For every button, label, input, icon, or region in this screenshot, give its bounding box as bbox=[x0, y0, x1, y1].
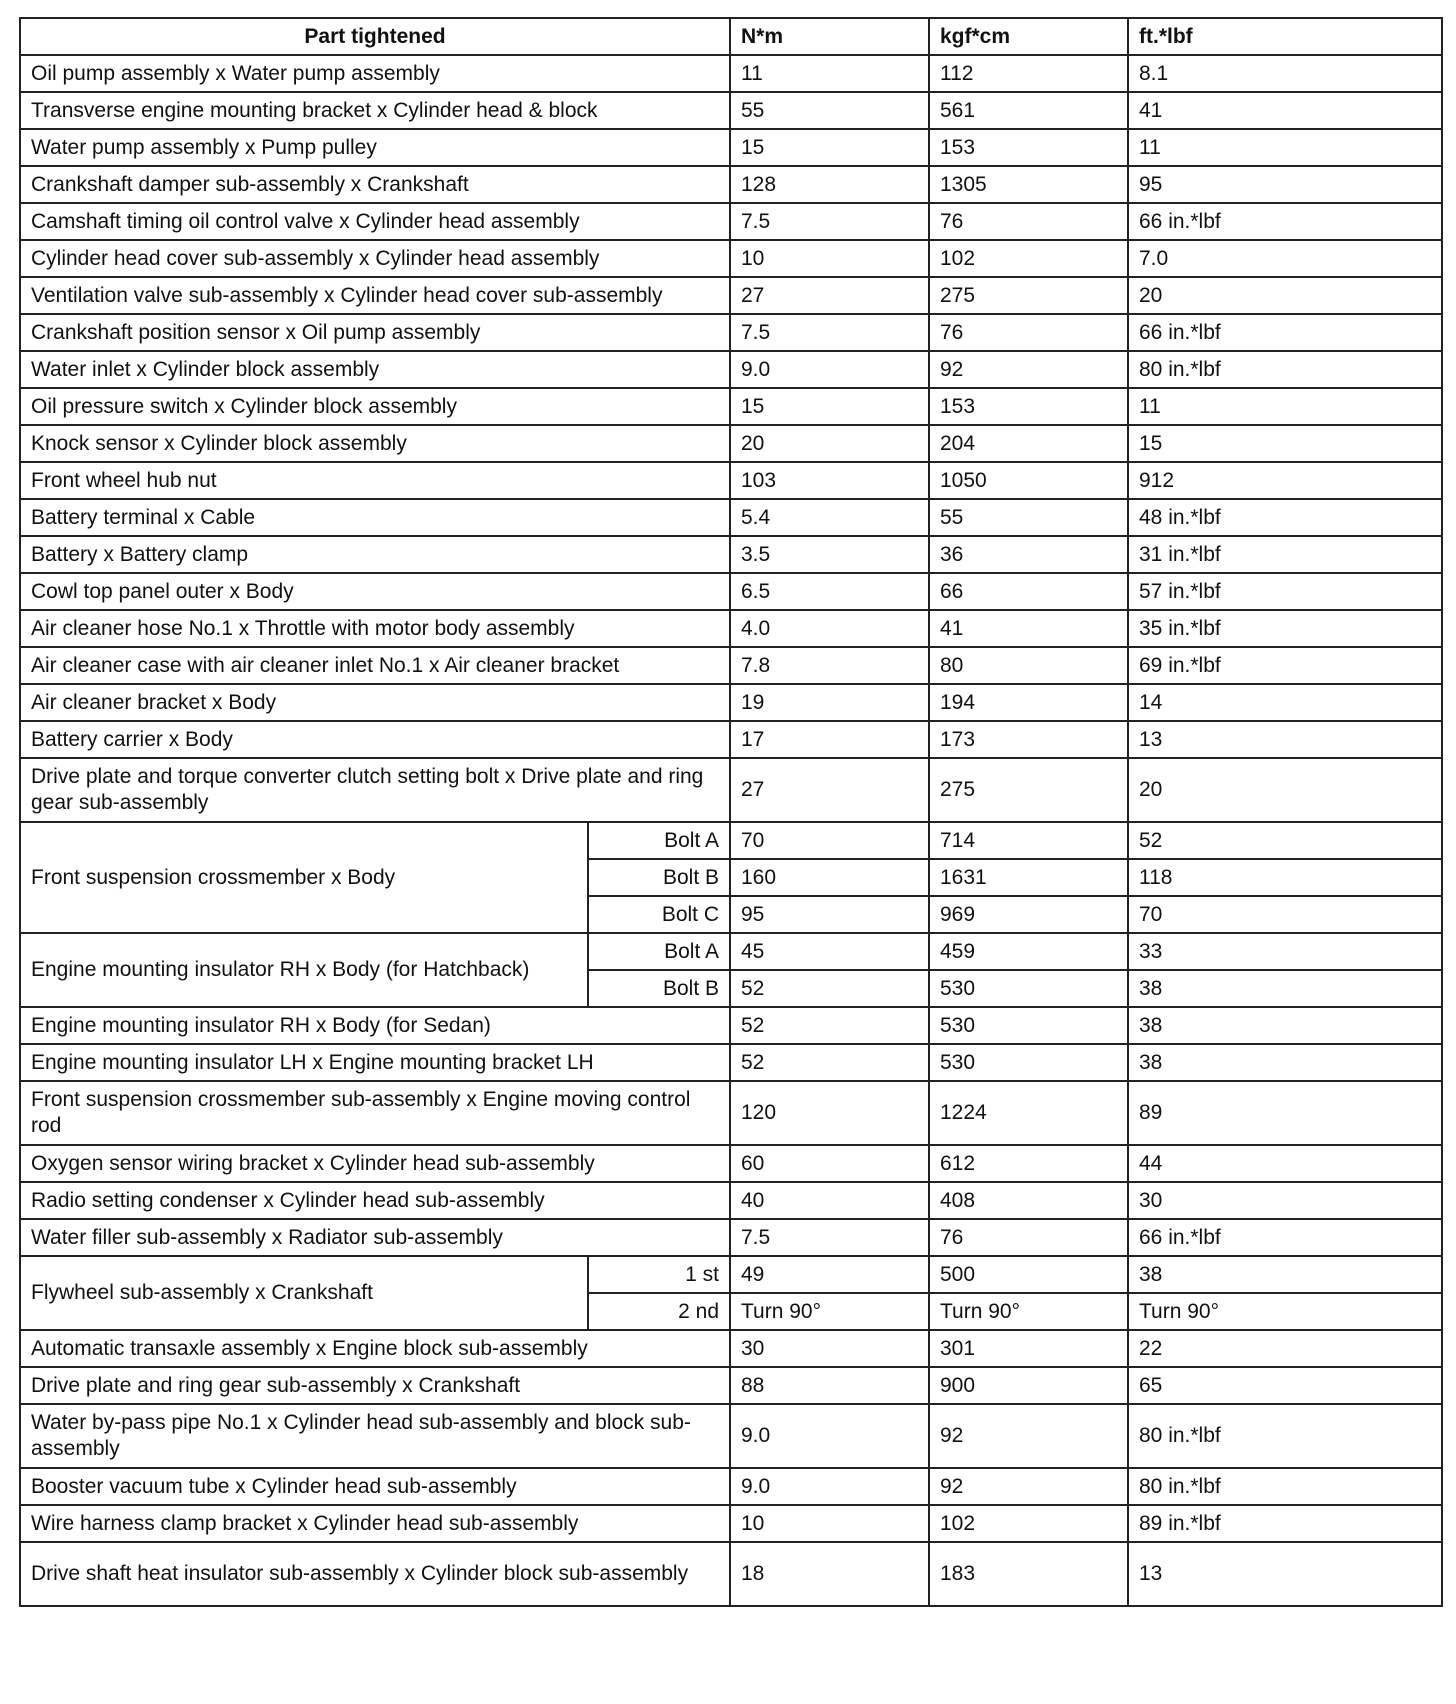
part-cell: Drive plate and torque converter clutch setting bolt x Drive plate and ring gear sub-assembly bbox=[20, 758, 730, 822]
part-cell: Transverse engine mounting bracket x Cylinder head & block bbox=[20, 92, 730, 129]
kgf-cell: 153 bbox=[929, 388, 1128, 425]
part-cell: Water by-pass pipe No.1 x Cylinder head sub-assembly and block sub-assembly bbox=[20, 1404, 730, 1468]
nm-cell: 52 bbox=[730, 1007, 929, 1044]
header-ft: ft.*lbf bbox=[1128, 18, 1442, 55]
ft-cell: 33 bbox=[1128, 933, 1442, 970]
part-cell: Cylinder head cover sub-assembly x Cylinder head assembly bbox=[20, 240, 730, 277]
ft-cell: 44 bbox=[1128, 1145, 1442, 1182]
nm-cell: 10 bbox=[730, 1505, 929, 1542]
part-cell: Drive plate and ring gear sub-assembly x Crankshaft bbox=[20, 1367, 730, 1404]
table-row bbox=[20, 933, 1442, 970]
nm-cell: 15 bbox=[730, 388, 929, 425]
sub-step-cell: 2 nd bbox=[588, 1293, 730, 1330]
part-cell: Front wheel hub nut bbox=[20, 462, 730, 499]
kgf-cell: 36 bbox=[929, 536, 1128, 573]
part-cell: Automatic transaxle assembly x Engine block sub-assembly bbox=[20, 1330, 730, 1367]
table-row bbox=[20, 203, 1442, 240]
table-row bbox=[20, 55, 1442, 92]
kgf-cell: 530 bbox=[929, 1007, 1128, 1044]
table-row bbox=[20, 1404, 1442, 1468]
kgf-cell: 92 bbox=[929, 1468, 1128, 1505]
kgf-cell: 76 bbox=[929, 314, 1128, 351]
ft-cell: 65 bbox=[1128, 1367, 1442, 1404]
kgf-cell: 1631 bbox=[929, 859, 1128, 896]
header-part: Part tightened bbox=[20, 18, 730, 55]
ft-cell: Turn 90° bbox=[1128, 1293, 1442, 1330]
kgf-cell: 900 bbox=[929, 1367, 1128, 1404]
table-row bbox=[20, 1468, 1442, 1505]
kgf-cell: 969 bbox=[929, 896, 1128, 933]
kgf-cell: 92 bbox=[929, 1404, 1128, 1468]
nm-cell: 55 bbox=[730, 92, 929, 129]
nm-cell: 52 bbox=[730, 1044, 929, 1081]
part-cell: Booster vacuum tube x Cylinder head sub-assembly bbox=[20, 1468, 730, 1505]
table-body bbox=[20, 55, 1442, 1606]
ft-cell: 14 bbox=[1128, 684, 1442, 721]
ft-cell: 38 bbox=[1128, 1044, 1442, 1081]
nm-cell: 49 bbox=[730, 1256, 929, 1293]
table-row bbox=[20, 1542, 1442, 1606]
nm-cell: 7.5 bbox=[730, 1219, 929, 1256]
ft-cell: 35 in.*lbf bbox=[1128, 610, 1442, 647]
kgf-cell: 1050 bbox=[929, 462, 1128, 499]
table-row bbox=[20, 721, 1442, 758]
part-cell: Crankshaft damper sub-assembly x Crankshaft bbox=[20, 166, 730, 203]
table-row bbox=[20, 822, 1442, 859]
header-kgf: kgf*cm bbox=[929, 18, 1128, 55]
table-row bbox=[20, 129, 1442, 166]
nm-cell: 4.0 bbox=[730, 610, 929, 647]
part-cell: Water pump assembly x Pump pulley bbox=[20, 129, 730, 166]
part-cell: Engine mounting insulator RH x Body (for Sedan) bbox=[20, 1007, 730, 1044]
nm-cell: 128 bbox=[730, 166, 929, 203]
nm-cell: Turn 90° bbox=[730, 1293, 929, 1330]
kgf-cell: 55 bbox=[929, 499, 1128, 536]
ft-cell: 52 bbox=[1128, 822, 1442, 859]
part-cell: Air cleaner hose No.1 x Throttle with motor body assembly bbox=[20, 610, 730, 647]
ft-cell: 48 in.*lbf bbox=[1128, 499, 1442, 536]
table-row bbox=[20, 388, 1442, 425]
ft-cell: 80 in.*lbf bbox=[1128, 351, 1442, 388]
table-row bbox=[20, 351, 1442, 388]
part-cell: Camshaft timing oil control valve x Cylinder head assembly bbox=[20, 203, 730, 240]
sub-step-cell: Bolt C bbox=[588, 896, 730, 933]
ft-cell: 11 bbox=[1128, 388, 1442, 425]
nm-cell: 95 bbox=[730, 896, 929, 933]
table-row bbox=[20, 240, 1442, 277]
torque-specification-sheet bbox=[19, 17, 1441, 1607]
table-row bbox=[20, 499, 1442, 536]
ft-cell: 31 in.*lbf bbox=[1128, 536, 1442, 573]
table-row bbox=[20, 166, 1442, 203]
part-cell: Ventilation valve sub-assembly x Cylinder head cover sub-assembly bbox=[20, 277, 730, 314]
table-row bbox=[20, 277, 1442, 314]
ft-cell: 95 bbox=[1128, 166, 1442, 203]
part-cell: Radio setting condenser x Cylinder head sub-assembly bbox=[20, 1182, 730, 1219]
nm-cell: 7.5 bbox=[730, 203, 929, 240]
part-cell: Front suspension crossmember sub-assembly x Engine moving control rod bbox=[20, 1081, 730, 1145]
kgf-cell: 76 bbox=[929, 1219, 1128, 1256]
nm-cell: 9.0 bbox=[730, 351, 929, 388]
ft-cell: 57 in.*lbf bbox=[1128, 573, 1442, 610]
table-row bbox=[20, 314, 1442, 351]
nm-cell: 45 bbox=[730, 933, 929, 970]
ft-cell: 20 bbox=[1128, 758, 1442, 822]
ft-cell: 13 bbox=[1128, 1542, 1442, 1606]
nm-cell: 11 bbox=[730, 55, 929, 92]
kgf-cell: 153 bbox=[929, 129, 1128, 166]
sub-step-cell: Bolt A bbox=[588, 933, 730, 970]
part-cell: Flywheel sub-assembly x Crankshaft bbox=[20, 1256, 588, 1330]
kgf-cell: 92 bbox=[929, 351, 1128, 388]
ft-cell: 66 in.*lbf bbox=[1128, 203, 1442, 240]
ft-cell: 7.0 bbox=[1128, 240, 1442, 277]
nm-cell: 27 bbox=[730, 758, 929, 822]
kgf-cell: 275 bbox=[929, 277, 1128, 314]
part-cell: Battery carrier x Body bbox=[20, 721, 730, 758]
part-cell: Air cleaner case with air cleaner inlet No.1 x Air cleaner bracket bbox=[20, 647, 730, 684]
part-cell: Water filler sub-assembly x Radiator sub-assembly bbox=[20, 1219, 730, 1256]
part-cell: Battery terminal x Cable bbox=[20, 499, 730, 536]
part-cell: Cowl top panel outer x Body bbox=[20, 573, 730, 610]
kgf-cell: 76 bbox=[929, 203, 1128, 240]
part-cell: Water inlet x Cylinder block assembly bbox=[20, 351, 730, 388]
kgf-cell: 530 bbox=[929, 970, 1128, 1007]
ft-cell: 80 in.*lbf bbox=[1128, 1404, 1442, 1468]
header-nm: N*m bbox=[730, 18, 929, 55]
kgf-cell: 561 bbox=[929, 92, 1128, 129]
ft-cell: 80 in.*lbf bbox=[1128, 1468, 1442, 1505]
torque-table bbox=[19, 17, 1443, 1607]
sub-step-cell: 1 st bbox=[588, 1256, 730, 1293]
kgf-cell: 500 bbox=[929, 1256, 1128, 1293]
kgf-cell: 714 bbox=[929, 822, 1128, 859]
nm-cell: 160 bbox=[730, 859, 929, 896]
ft-cell: 13 bbox=[1128, 721, 1442, 758]
ft-cell: 69 in.*lbf bbox=[1128, 647, 1442, 684]
nm-cell: 40 bbox=[730, 1182, 929, 1219]
kgf-cell: 275 bbox=[929, 758, 1128, 822]
part-cell: Engine mounting insulator RH x Body (for Hatchback) bbox=[20, 933, 588, 1007]
table-row bbox=[20, 425, 1442, 462]
nm-cell: 18 bbox=[730, 1542, 929, 1606]
nm-cell: 7.5 bbox=[730, 314, 929, 351]
kgf-cell: 1224 bbox=[929, 1081, 1128, 1145]
kgf-cell: 66 bbox=[929, 573, 1128, 610]
nm-cell: 9.0 bbox=[730, 1468, 929, 1505]
nm-cell: 52 bbox=[730, 970, 929, 1007]
ft-cell: 89 in.*lbf bbox=[1128, 1505, 1442, 1542]
ft-cell: 89 bbox=[1128, 1081, 1442, 1145]
nm-cell: 70 bbox=[730, 822, 929, 859]
table-row bbox=[20, 573, 1442, 610]
table-row bbox=[20, 1505, 1442, 1542]
nm-cell: 9.0 bbox=[730, 1404, 929, 1468]
kgf-cell: 102 bbox=[929, 240, 1128, 277]
table-row bbox=[20, 610, 1442, 647]
sub-step-cell: Bolt B bbox=[588, 970, 730, 1007]
table-row bbox=[20, 1182, 1442, 1219]
kgf-cell: 183 bbox=[929, 1542, 1128, 1606]
ft-cell: 11 bbox=[1128, 129, 1442, 166]
ft-cell: 66 in.*lbf bbox=[1128, 1219, 1442, 1256]
part-cell: Wire harness clamp bracket x Cylinder head sub-assembly bbox=[20, 1505, 730, 1542]
nm-cell: 17 bbox=[730, 721, 929, 758]
nm-cell: 3.5 bbox=[730, 536, 929, 573]
ft-cell: 30 bbox=[1128, 1182, 1442, 1219]
header-row bbox=[20, 18, 1442, 55]
ft-cell: 8.1 bbox=[1128, 55, 1442, 92]
table-row bbox=[20, 1145, 1442, 1182]
nm-cell: 10 bbox=[730, 240, 929, 277]
kgf-cell: 612 bbox=[929, 1145, 1128, 1182]
table-row bbox=[20, 684, 1442, 721]
nm-cell: 6.5 bbox=[730, 573, 929, 610]
kgf-cell: 102 bbox=[929, 1505, 1128, 1542]
ft-cell: 41 bbox=[1128, 92, 1442, 129]
kgf-cell: 173 bbox=[929, 721, 1128, 758]
part-cell: Front suspension crossmember x Body bbox=[20, 822, 588, 933]
kgf-cell: 530 bbox=[929, 1044, 1128, 1081]
kgf-cell: 80 bbox=[929, 647, 1128, 684]
table-row bbox=[20, 1219, 1442, 1256]
ft-cell: 912 bbox=[1128, 462, 1442, 499]
table-row bbox=[20, 536, 1442, 573]
ft-cell: 38 bbox=[1128, 1007, 1442, 1044]
nm-cell: 30 bbox=[730, 1330, 929, 1367]
ft-cell: 70 bbox=[1128, 896, 1442, 933]
part-cell: Drive shaft heat insulator sub-assembly x Cylinder block sub-assembly bbox=[20, 1542, 730, 1606]
kgf-cell: 112 bbox=[929, 55, 1128, 92]
ft-cell: 15 bbox=[1128, 425, 1442, 462]
nm-cell: 7.8 bbox=[730, 647, 929, 684]
table-row bbox=[20, 1367, 1442, 1404]
ft-cell: 118 bbox=[1128, 859, 1442, 896]
ft-cell: 22 bbox=[1128, 1330, 1442, 1367]
ft-cell: 20 bbox=[1128, 277, 1442, 314]
part-cell: Oil pressure switch x Cylinder block assembly bbox=[20, 388, 730, 425]
kgf-cell: 194 bbox=[929, 684, 1128, 721]
ft-cell: 38 bbox=[1128, 1256, 1442, 1293]
sub-step-cell: Bolt B bbox=[588, 859, 730, 896]
table-row bbox=[20, 1256, 1442, 1293]
table-row bbox=[20, 1330, 1442, 1367]
kgf-cell: 459 bbox=[929, 933, 1128, 970]
table-row bbox=[20, 647, 1442, 684]
kgf-cell: 1305 bbox=[929, 166, 1128, 203]
ft-cell: 38 bbox=[1128, 970, 1442, 1007]
kgf-cell: 408 bbox=[929, 1182, 1128, 1219]
nm-cell: 60 bbox=[730, 1145, 929, 1182]
part-cell: Engine mounting insulator LH x Engine mounting bracket LH bbox=[20, 1044, 730, 1081]
table-row bbox=[20, 92, 1442, 129]
nm-cell: 120 bbox=[730, 1081, 929, 1145]
part-cell: Oil pump assembly x Water pump assembly bbox=[20, 55, 730, 92]
kgf-cell: 204 bbox=[929, 425, 1128, 462]
kgf-cell: 41 bbox=[929, 610, 1128, 647]
sub-step-cell: Bolt A bbox=[588, 822, 730, 859]
part-cell: Battery x Battery clamp bbox=[20, 536, 730, 573]
nm-cell: 19 bbox=[730, 684, 929, 721]
part-cell: Crankshaft position sensor x Oil pump assembly bbox=[20, 314, 730, 351]
table-row bbox=[20, 758, 1442, 822]
kgf-cell: 301 bbox=[929, 1330, 1128, 1367]
part-cell: Oxygen sensor wiring bracket x Cylinder head sub-assembly bbox=[20, 1145, 730, 1182]
nm-cell: 103 bbox=[730, 462, 929, 499]
ft-cell: 66 in.*lbf bbox=[1128, 314, 1442, 351]
table-row bbox=[20, 1044, 1442, 1081]
table-row bbox=[20, 1007, 1442, 1044]
nm-cell: 20 bbox=[730, 425, 929, 462]
table-row bbox=[20, 1081, 1442, 1145]
nm-cell: 5.4 bbox=[730, 499, 929, 536]
nm-cell: 88 bbox=[730, 1367, 929, 1404]
part-cell: Knock sensor x Cylinder block assembly bbox=[20, 425, 730, 462]
nm-cell: 15 bbox=[730, 129, 929, 166]
part-cell: Air cleaner bracket x Body bbox=[20, 684, 730, 721]
kgf-cell: Turn 90° bbox=[929, 1293, 1128, 1330]
table-row bbox=[20, 462, 1442, 499]
nm-cell: 27 bbox=[730, 277, 929, 314]
